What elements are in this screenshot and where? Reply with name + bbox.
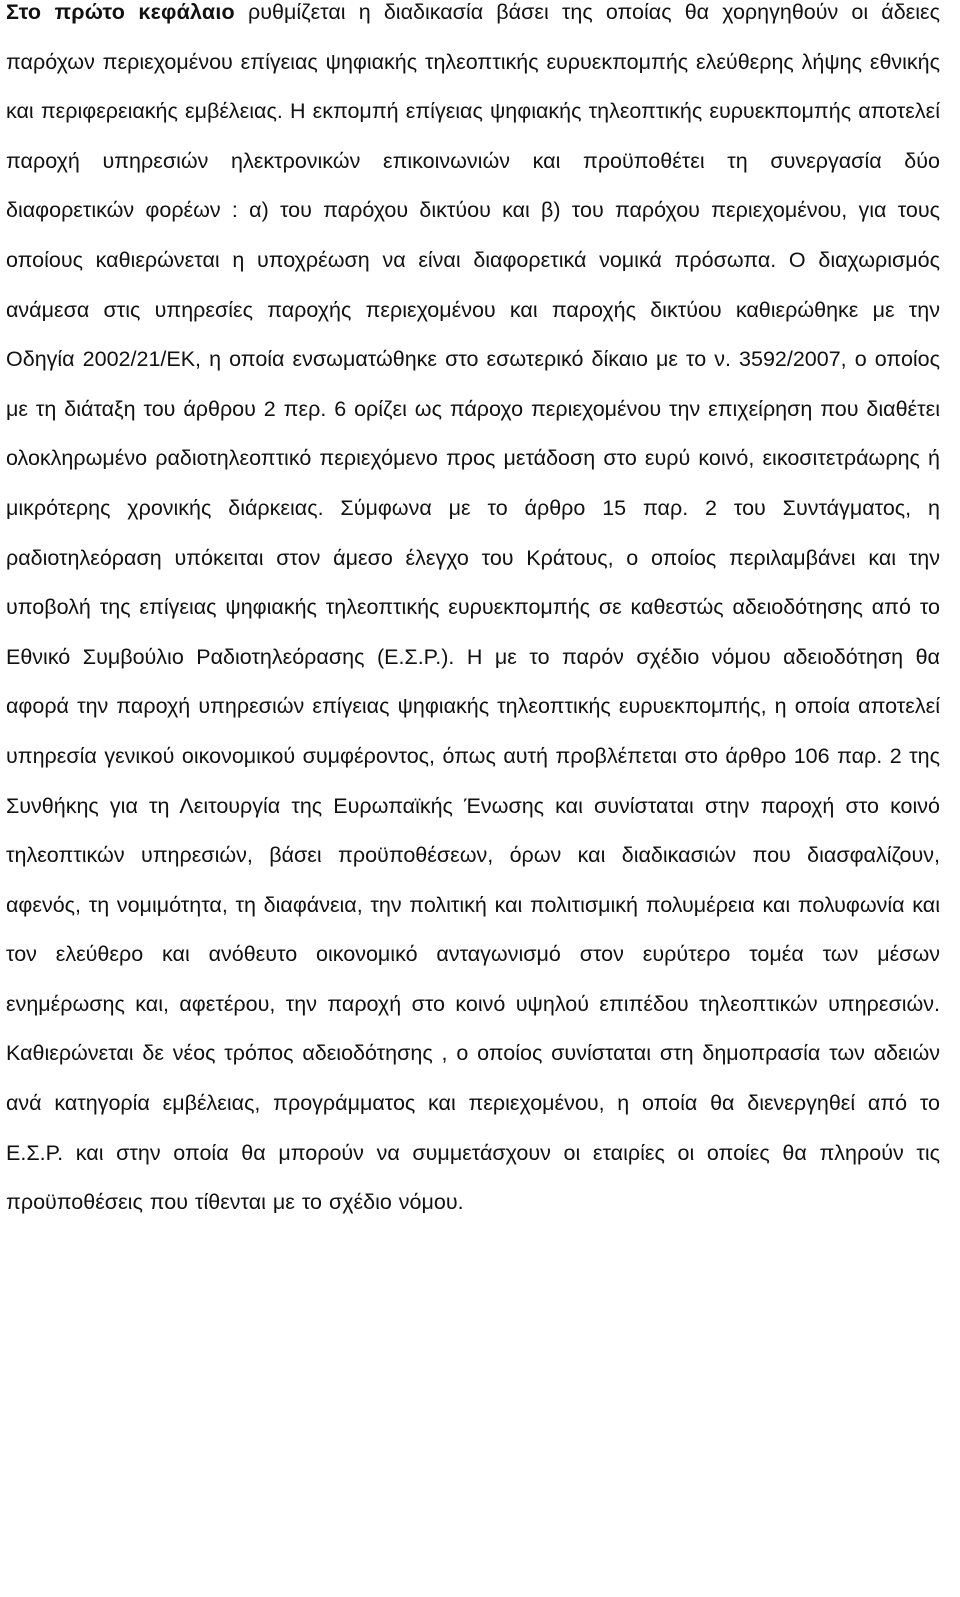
lead-phrase: Στο πρώτο κεφάλαιο xyxy=(6,0,235,24)
body-paragraph xyxy=(6,0,940,1228)
paragraph-text: ρυθμίζεται η διαδικασία βάσει της οποίας θα χορηγηθούν οι άδειες παρόχων περιεχομένου επίγειας ψηφιακής τηλεοπτικής ευρυεκπομπής ελεύθερης λήψης εθνικής και περιφερειακής εμβέλειας. Η εκπομπή επίγειας ψηφιακής τηλεοπτικής ευρυεκπομπής αποτελεί παροχή υπηρεσιών ηλεκτρονικών επικοινωνιών και προϋποθέτει τη συνεργασία δύο διαφορετικών φορέων : α) του παρόχου δικτύου και β) του παρόχου περιεχομένου, για τους οποίους καθιερώνεται η υποχρέωση να είναι διαφορετικά νομικά πρόσωπα. Ο διαχωρισμός ανάμεσα στις υπηρεσίες παροχής περιεχομένου και παροχής δικτύου καθιερώθηκε με την Οδηγία 2002/21/ΕΚ, η οποία ενσωματώθηκε στο εσωτερικό δίκαιο με το ν. 3592/2007, ο οποίος με τη διάταξη του άρθρου 2 περ. 6 ορίζει ως πάροχο περιεχομένου την επιχείρηση που διαθέτει ολοκληρωμένο ραδιοτηλεοπτικό περιεχόμενο προς μετάδοση στο ευρύ κοινό, εικοσιτετράωρης ή μικρότερης χρονικής διάρκειας. Σύμφωνα με το άρθρο 15 παρ. 2 του Συντάγματος, η ραδιοτηλεόραση υπόκειται στον άμεσο έλεγχο του Κράτους, ο οποίος περιλαμβάνει και την υποβολή της επίγειας ψηφιακής τηλεοπτικής ευρυεκπομπής σε καθεστώς αδειοδότησης από το Εθνικό Συμβούλιο Ραδιοτηλεόρασης (Ε.Σ.Ρ.). Η με το παρόν σχέδιο νόμου αδειοδότηση θα αφορά την παροχή υπηρεσιών επίγειας ψηφιακής τηλεοπτικής ευρυεκπομπής, η οποία αποτελεί υπηρεσία γενικού οικονομικού συμφέροντος, όπως αυτή προβλέπεται στο άρθρο 106 παρ. 2 της Συνθήκης για τη Λειτουργία της Ευρωπαϊκής Ένωσης και συνίσταται στην παροχή στο κοινό τηλεοπτικών υπηρεσιών, βάσει προϋποθέσεων, όρων και διαδικασιών που διασφαλίζουν, αφενός, τη νομιμότητα, τη διαφάνεια, την πολιτική και πολιτισμική πολυμέρεια και πολυφωνία και τον ελεύθερο και ανόθευτο οικονομικό ανταγωνισμό στον ευρύτερο τομέα των μέσων ενημέρωσης και, αφετέρου, την παροχή στο κοινό υψηλού επιπέδου τηλεοπτικών υπηρεσιών. Καθιερώνεται δε νέος τρόπος αδειοδότησης , ο οποίος συνίσταται στη δημοπρασία των αδειών ανά κατηγορία εμβέλειας, προγράμματος και περιεχομένου, η οποία θα διενεργηθεί από το Ε.Σ.Ρ. και στην οποία θα μπορούν να συμμετάσχουν οι εταιρίες οι οποίες θα πληρούν τις προϋποθέσεις που τίθενται με το σχέδιο νόμου. xyxy=(6,0,940,1215)
